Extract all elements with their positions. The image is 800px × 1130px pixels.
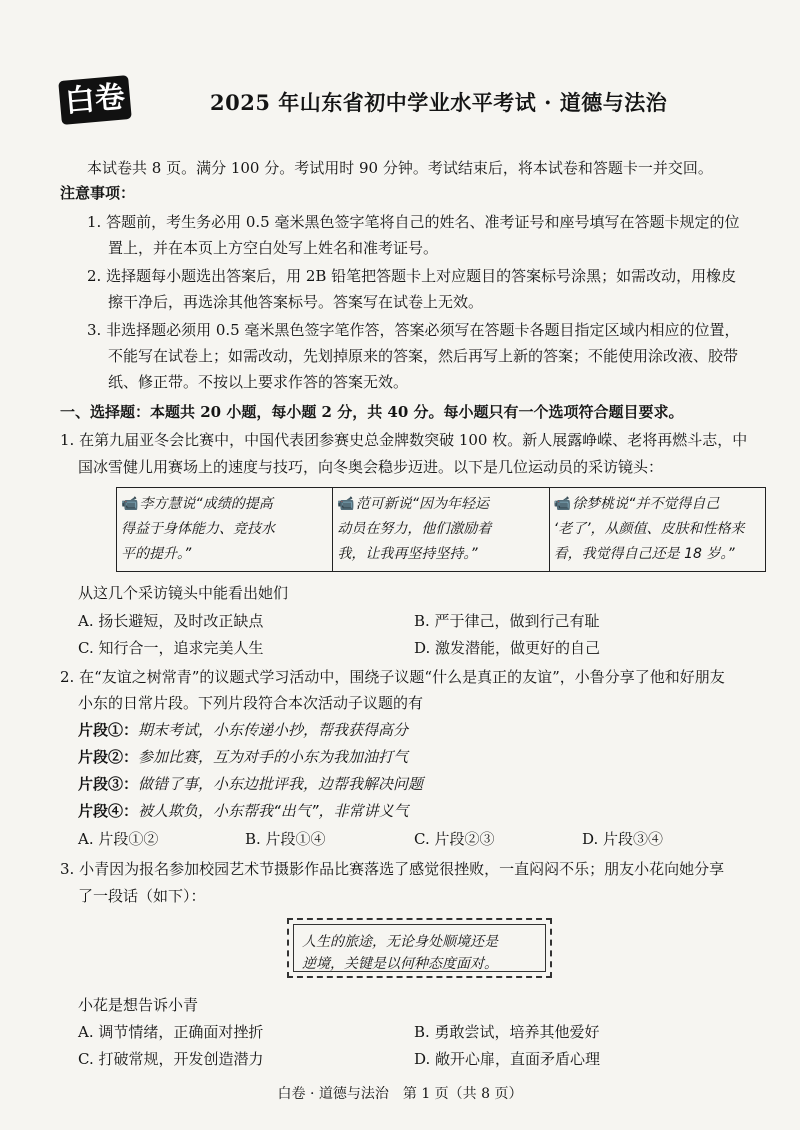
q3-stem-line-2: 了一段话（如下）： (78, 887, 206, 905)
quote-fan-kexin: 📹范可新说“因为年轻运 动员在努力，他们激励着 我，让我再坚持坚持。” (333, 488, 549, 572)
q2-option-b: B. 片段①④ (245, 830, 326, 848)
q1-option-b: B. 严于律己，做到行己有耻 (414, 612, 600, 630)
q3-option-c: C. 打破常规，开发创造潜力 (78, 1050, 264, 1068)
notice-1-line-2: 置上，并在本页上方空白处写上姓名和准考证号。 (108, 239, 439, 257)
notice-3-line-2: 不能写在试卷上；如需改动，先划掉原来的答案，然后再写上新的答案；不能使用涂改液、胶带 (108, 347, 739, 365)
q2-fragment-1: 片段①：期末考试，小东传递小抄，帮我获得高分 (78, 721, 409, 739)
q1-option-d: D. 激发潜能，做更好的自己 (414, 639, 601, 657)
q1-stem-line-2: 国冰雪健儿用赛场上的速度与技巧，向冬奥会稳步迈进。以下是几位运动员的采访镜头： (78, 458, 664, 476)
camera-icon: 📹 (553, 496, 572, 512)
page-title: 2025 年山东省初中学业水平考试 · 道德与法治 (210, 90, 668, 115)
notice-3-line-3: 纸、修正带。不按以上要求作答的答案无效。 (108, 373, 409, 391)
notice-heading: 注意事项： (60, 184, 136, 202)
quote-box (287, 918, 552, 978)
q2-fragment-3: 片段③：做错了事，小东边批评我，边帮我解决问题 (78, 775, 424, 793)
q2-option-c: C. 片段②③ (414, 830, 495, 848)
section-heading: 一、选择题：本题共 20 小题，每小题 2 分，共 40 分。每小题只有一个选项符合题目要求。 (60, 403, 684, 421)
quote-box-line-2: 逆境，关键是以何种态度面对。 (302, 956, 498, 972)
intro-text: 本试卷共 8 页。满分 100 分。考试用时 90 分钟。考试结束后，将本试卷和答题卡一并交回。 (87, 159, 713, 177)
q2-fragment-2: 片段②：参加比赛，互为对手的小东为我加油打气 (78, 748, 409, 766)
q1-option-c: C. 知行合一，追求完美人生 (78, 639, 264, 657)
q3-ask: 小花是想告诉小青 (78, 996, 199, 1014)
camera-icon: 📹 (121, 496, 139, 512)
q2-fragment-4: 片段④：被人欺负，小东帮我“出气”，非常讲义气 (78, 802, 409, 820)
notice-2-line-2: 擦干净后，再选涂其他答案标号。答案写在试卷上无效。 (108, 293, 484, 311)
notice-1-line-1: 1. 答题前，考生务必用 0.5 毫米黑色签字笔将自己的姓名、准考证号和座号填写在答题卡规定的位 (87, 213, 740, 231)
quote-box-line-1: 人生的旅途，无论身处顺境还是 (302, 934, 498, 950)
q3-option-d: D. 敞开心扉，直面矛盾心理 (414, 1050, 601, 1068)
q3-option-a: A. 调节情绪，正确面对挫折 (78, 1023, 264, 1041)
q1-ask: 从这几个采访镜头中能看出她们 (78, 584, 289, 602)
paper-badge: 白卷 (58, 75, 132, 125)
q3-option-b: B. 勇敢尝试，培养其他爱好 (414, 1023, 600, 1041)
q1-stem-line-1: 1. 在第九届亚冬会比赛中，中国代表团参赛史总金牌数突破 100 枚。新人展露峥嵘、老将再燃斗志，中 (60, 431, 748, 449)
q2-stem-line-2: 小东的日常片段。下列片段符合本次活动子议题的有 (78, 694, 424, 712)
q3-stem-line-1: 3. 小青因为报名参加校园艺术节摄影作品比赛落选了感觉很挫败，一直闷闷不乐；朋友小花向她分享 (60, 860, 725, 878)
q2-option-d: D. 片段③④ (582, 830, 664, 848)
notice-3-line-1: 3. 非选择题必须用 0.5 毫米黑色签字笔作答，答案必须写在答题卡各题目指定区域内相应的位置， (87, 321, 740, 339)
interview-quotes-table (116, 487, 766, 572)
q1-option-a: A. 扬长避短，及时改正缺点 (78, 612, 264, 630)
quote-xu-mengtao: 📹徐梦桃说“并不觉得自己 ‘老了’，从颜值、皮肤和性格来 看，我觉得自己还是 18 岁。” (549, 488, 765, 572)
notice-2-line-1: 2. 选择题每小题选出答案后，用 2B 铅笔把答题卡上对应题目的答案标号涂黑；如需改动，用橡皮 (87, 267, 737, 285)
q2-option-a: A. 片段①② (78, 830, 159, 848)
page-footer: 白卷 · 道德与法治 第 1 页（共 8 页） (277, 1086, 523, 1102)
camera-icon: 📹 (337, 496, 355, 512)
q2-stem-line-1: 2. 在“友谊之树常青”的议题式学习活动中，围绕子议题“什么是真正的友谊”，小鲁分享了他和好朋友 (60, 668, 725, 686)
quote-li-fanghui: 📹李方慧说“成绩的提高 得益于身体能力、竞技水 平的提升。” (117, 488, 333, 572)
